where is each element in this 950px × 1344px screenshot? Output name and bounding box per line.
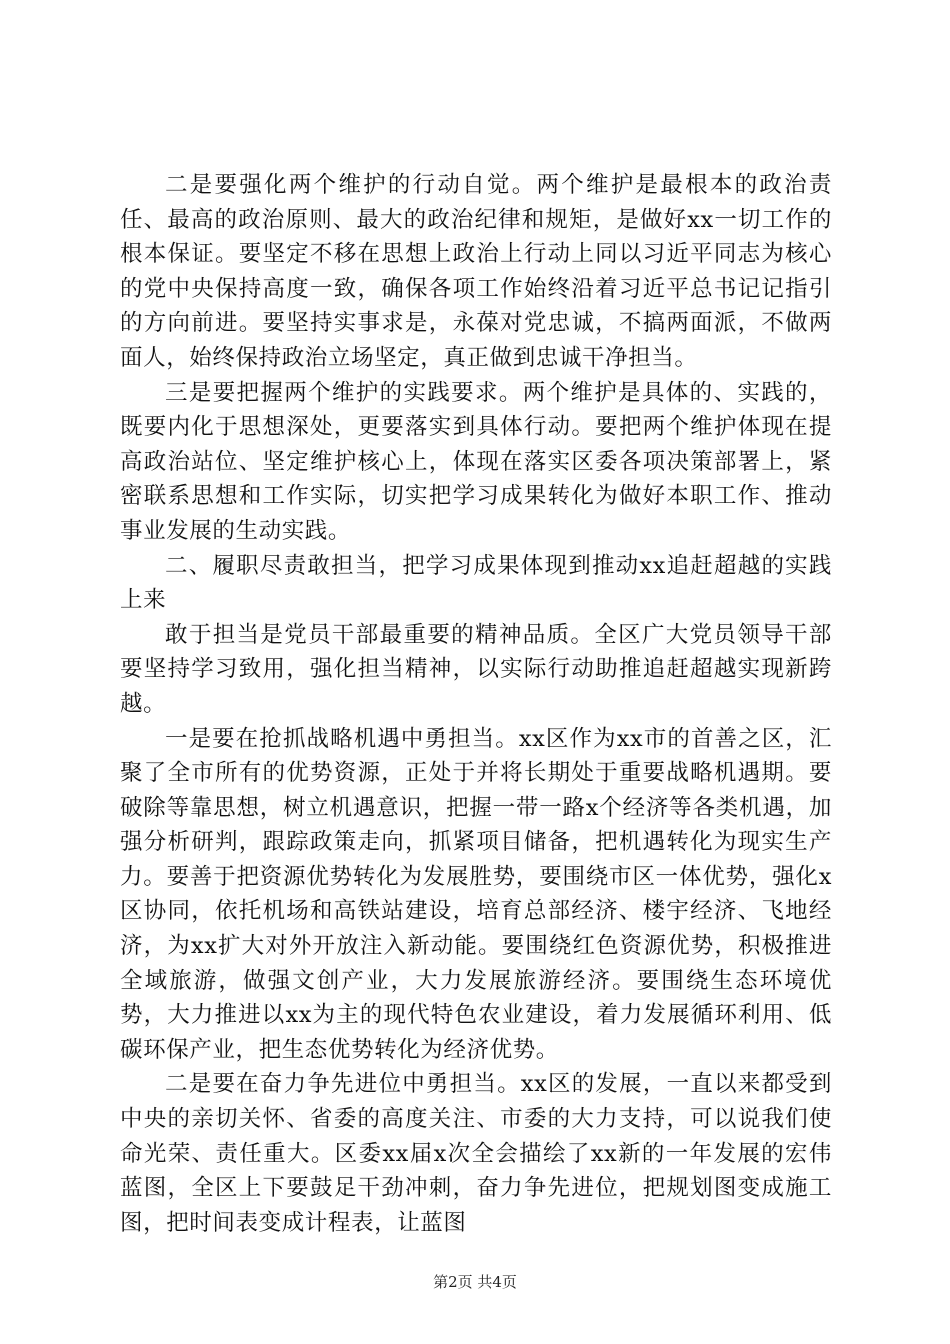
page-footer: 第2页 共4页 [433, 1273, 517, 1291]
paragraph-4: 一是要在抢抓战略机遇中勇担当。xx区作为xx市的首善之区，汇聚了全市所有的优势资源，正处于并将长期处于重要战略机遇期。要破除等靠思想，树立机遇意识，把握一带一路x个经济等各类机遇，加强分析研判，跟踪政策走向，抓紧项目储备，把机遇转化为现实生产力。要善于把资源优势转化为发展胜势，要围绕市区一体优势，强化x区协同，依托机场和高铁站建设，培育总部经济、楼宇经济、飞地经济，为xx扩大对外开放注入新动能。要围绕红色资源优势，积极推进全域旅游，做强文创产业，大力发展旅游经济。要围绕生态环境优势，大力推进以xx为主的现代特色农业建设，着力发展循环利用、低碳环保产业，把生态优势转化为经济优势。 [120, 725, 832, 1063]
paragraph-2: 三是要把握两个维护的实践要求。两个维护是具体的、实践的，既要内化于思想深处，更要落实到具体行动。要把两个维护体现在提高政治站位、坚定维护核心上，体现在落实区委各项决策部署上，紧密联系思想和工作实际，切实把学习成果转化为做好本职工作、推动事业发展的生动实践。 [120, 379, 832, 544]
paragraph-5: 二是要在奋力争先进位中勇担当。xx区的发展，一直以来都受到中央的亲切关怀、省委的高度关注、市委的大力支持，可以说我们使命光荣、责任重大。区委xx届x次全会描绘了xx新的一年发展的宏伟蓝图，全区上下要鼓足干劲冲刺，奋力争先进位，把规划图变成施工图，把时间表变成计程表，让蓝图 [120, 1071, 832, 1236]
paragraph-1: 二是要强化两个维护的行动自觉。两个维护是最根本的政治责任、最高的政治原则、最大的政治纪律和规矩，是做好xx一切工作的根本保证。要坚定不移在思想上政治上行动上同以习近平同志为核心的党中央保持高度一致，确保各项工作始终沿着习近平总书记记指引的方向前进。要坚持实事求是，永葆对党忠诚，不搞两面派，不做两面人，始终保持政治立场坚定，真正做到忠诚干净担当。 [120, 172, 832, 371]
section-heading: 二、履职尽责敢担当，把学习成果体现到推动xx追赶超越的实践上来 [120, 552, 832, 614]
paragraph-3: 敢于担当是党员干部最重要的精神品质。全区广大党员领导干部要坚持学习致用，强化担当精神，以实际行动助推追赶超越实现新跨越。 [120, 621, 832, 717]
document-body [120, 168, 832, 1240]
